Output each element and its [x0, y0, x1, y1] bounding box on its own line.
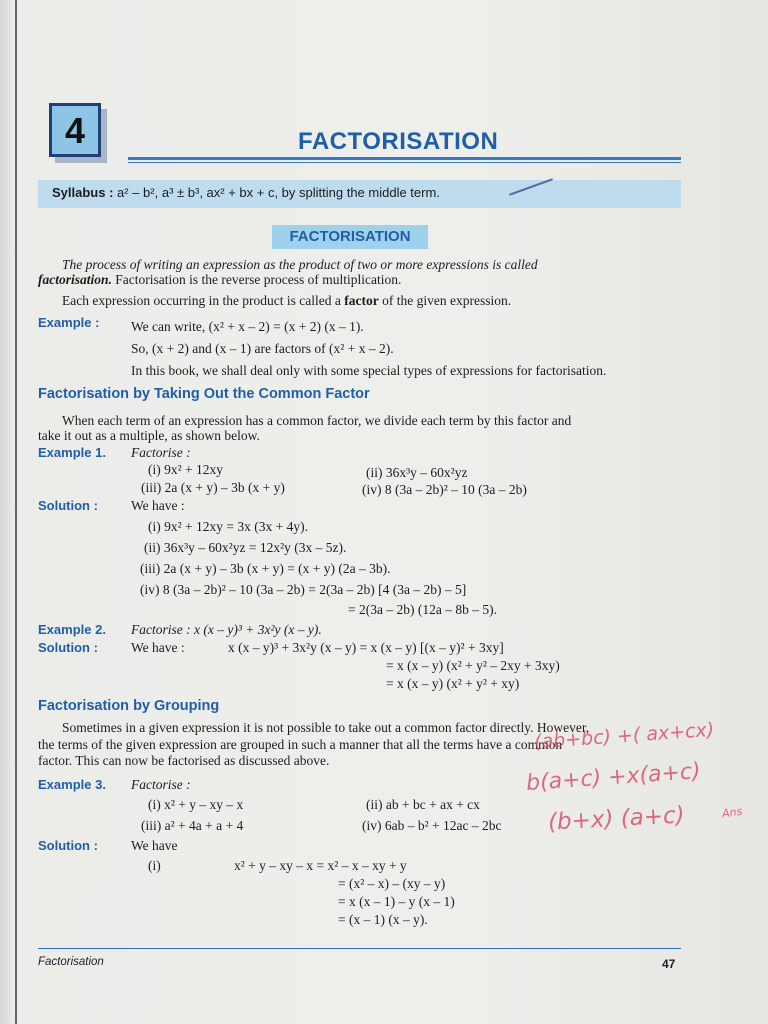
solution-3-line-1: x² + y – xy – x = x² – x – xy + y	[234, 858, 407, 873]
example-3-part-i: (i) x² + y – xy – x	[148, 797, 244, 812]
handwritten-note-1: (ab+bc) +( ax+cx)	[533, 718, 715, 754]
example-line-1: We can write, (x² + x – 2) = (x + 2) (x – 1).	[131, 319, 364, 334]
syllabus-band	[38, 180, 681, 208]
intro-line-2-rest: Factorisation is the reverse process of multiplication.	[111, 272, 402, 287]
solution-1-line-iv-cont: = 2(3a – 2b) (12a – 8b – 5).	[348, 602, 497, 617]
syllabus-line	[52, 185, 440, 200]
book-spine	[15, 0, 17, 1024]
title-rule-thin	[128, 162, 681, 163]
section-badge	[272, 225, 428, 249]
section-badge-label: FACTORISATION	[289, 228, 411, 245]
solution-1-line-i: (i) 9x² + 12xy = 3x (3x + 4y).	[148, 519, 308, 534]
grouping-intro-3: factor. This can now be factorised as discussed above.	[38, 753, 330, 768]
solution-2-label: Solution :	[38, 640, 98, 655]
example-2-prompt: Factorise : x (x – y)³ + 3x²y (x – y).	[131, 622, 322, 637]
syllabus-text: a² – b², a³ ± b³, ax² + bx + c, by splitting the middle term.	[117, 185, 440, 200]
term-factorisation: factorisation.	[38, 272, 112, 287]
factor-definition-post: of the given expression.	[378, 293, 512, 308]
solution-2-intro: We have :	[131, 640, 185, 655]
chapter-title: FACTORISATION	[298, 128, 499, 155]
solution-1-line-ii: (ii) 36x³y – 60x²yz = 12x²y (3x – 5z).	[144, 540, 347, 555]
example-1-part-i: (i) 9x² + 12xy	[148, 462, 224, 477]
solution-3-line-3: = x (x – 1) – y (x – 1)	[338, 894, 455, 909]
syllabus-label: Syllabus :	[52, 185, 114, 200]
term-factor: factor	[344, 293, 379, 308]
solution-3-part: (i)	[148, 858, 161, 873]
grouping-intro-1: Sometimes in a given expression it is not possible to take out a common factor directly. However,	[62, 720, 590, 735]
example-1-label: Example 1.	[38, 445, 106, 460]
example-3-prompt: Factorise :	[131, 777, 191, 792]
example-1-part-iv: (iv) 8 (3a – 2b)² – 10 (3a – 2b)	[362, 482, 527, 497]
page-number: 47	[662, 957, 676, 971]
solution-1-intro: We have :	[131, 498, 185, 513]
solution-1-line-iii: (iii) 2a (x + y) – 3b (x + y) = (x + y) (2a – 3b).	[140, 561, 391, 576]
solution-2-line-3: = x (x – y) (x² + y² + xy)	[386, 676, 520, 691]
example-2-label: Example 2.	[38, 622, 106, 637]
example-line-2: So, (x + 2) and (x – 1) are factors of (x² + x – 2).	[131, 341, 394, 356]
common-factor-intro-2: take it out as a multiple, as shown below.	[38, 428, 260, 443]
example-line-3: In this book, we shall deal only with some special types of expressions for factorisation.	[131, 363, 607, 378]
intro-line-1: The process of writing an expression as the product of two or more expressions is called	[62, 257, 538, 272]
example-1-part-iii: (iii) 2a (x + y) – 3b (x + y)	[141, 480, 285, 495]
intro-line-2	[38, 272, 401, 288]
section-heading-common-factor: Factorisation by Taking Out the Common Factor	[38, 386, 370, 402]
solution-1-label: Solution :	[38, 498, 98, 513]
example-1-part-ii: (ii) 36x³y – 60x²yz	[366, 465, 468, 480]
example-3-part-ii: (ii) ab + bc + ax + cx	[366, 797, 480, 812]
example-3-part-iii: (iii) a² + 4a + a + 4	[141, 818, 244, 833]
handwritten-answer-mark: Ans	[721, 804, 744, 821]
example-1-prompt: Factorise :	[131, 445, 191, 460]
example-3-part-iv: (iv) 6ab – b² + 12ac – 2bc	[362, 818, 502, 833]
section-heading-grouping: Factorisation by Grouping	[38, 698, 220, 714]
title-rule	[128, 157, 681, 160]
solution-3-line-2: = (x² – x) – (xy – y)	[338, 876, 446, 891]
solution-3-label: Solution :	[38, 838, 98, 853]
example-label: Example :	[38, 315, 100, 330]
solution-1-line-iv: (iv) 8 (3a – 2b)² – 10 (3a – 2b) = 2(3a – 2b) [4 (3a – 2b) – 5]	[140, 582, 467, 597]
solution-2-line-1: x (x – y)³ + 3x²y (x – y) = x (x – y) [(x – y)² + 3xy]	[228, 640, 504, 655]
chapter-number: 4	[64, 110, 86, 151]
handwritten-note-2: b(a+c) +x(a+c)	[525, 758, 702, 797]
solution-3-line-4: = (x – 1) (x – y).	[338, 912, 428, 927]
solution-2-line-2: = x (x – y) (x² + y² – 2xy + 3xy)	[386, 658, 560, 673]
chapter-number-box	[49, 103, 101, 157]
example-3-label: Example 3.	[38, 777, 106, 792]
handwritten-note-3: (b+x) (a+c)	[547, 802, 686, 836]
factor-definition	[62, 293, 511, 309]
grouping-intro-2: the terms of the given expression are grouped in such a manner that all the terms have a common	[38, 737, 563, 752]
footer-rule	[38, 948, 681, 949]
solution-3-intro: We have	[131, 838, 178, 853]
footer-chapter-name: Factorisation	[38, 956, 104, 968]
common-factor-intro-1: When each term of an expression has a common factor, we divide each term by this factor and	[62, 413, 572, 428]
factor-definition-pre: Each expression occurring in the product is called a	[62, 293, 345, 308]
